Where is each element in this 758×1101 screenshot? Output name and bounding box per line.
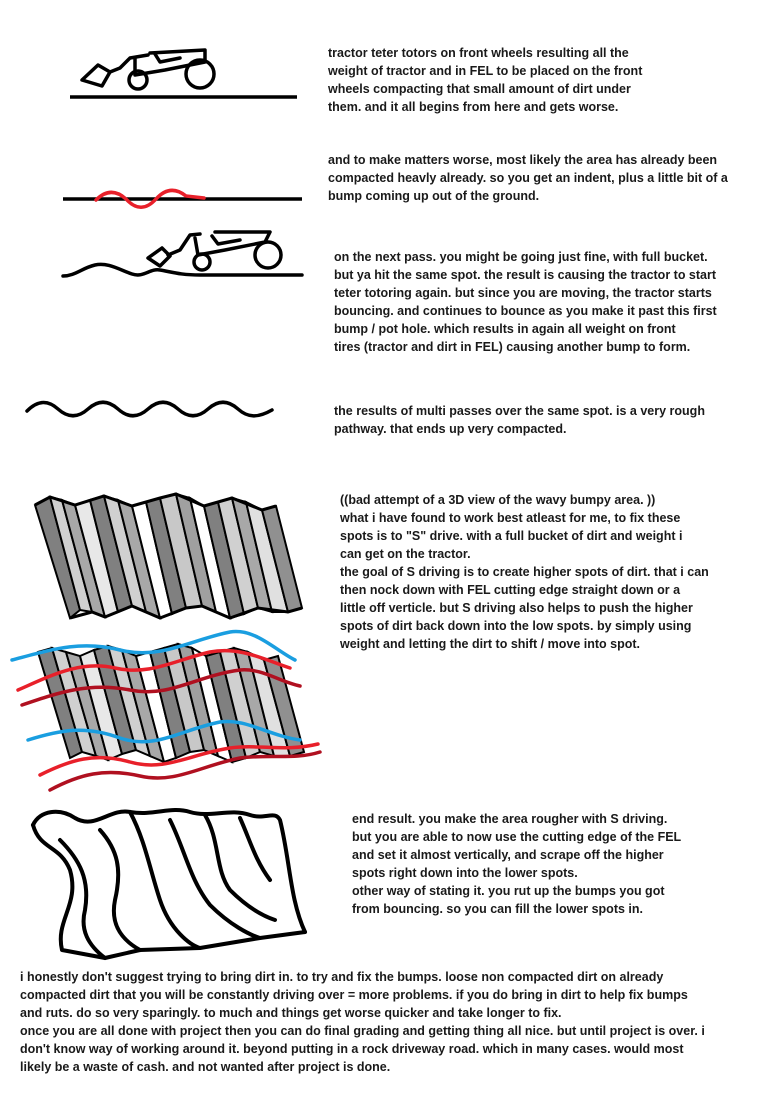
text-line: but you are able to now use the cutting edge of the FEL xyxy=(352,830,682,844)
tractor-icon xyxy=(148,232,281,270)
text-line: weight of tractor and in FEL to be placed on the front xyxy=(328,64,643,78)
text-line: compacted heavly already. so you get an indent, plus a little bit of a xyxy=(328,171,728,185)
text-line: and set it almost vertically, and scrape off the higher xyxy=(352,848,664,862)
section-5-text xyxy=(340,491,709,653)
section-4-text xyxy=(334,402,705,438)
text-line: once you are all done with project then you can do final grading and getting thing all nice. but until project is over. i xyxy=(20,1024,705,1038)
text-line: weight and letting the dirt to shift / move into spot. xyxy=(340,637,640,651)
text-line: little off verticle. but S driving also helps to push the higher xyxy=(340,601,693,615)
text-line: compacted dirt that you will be constantly driving over = more problems. if you do bring in dirt to help fix bumps xyxy=(20,988,688,1002)
text-line: can get on the tractor. xyxy=(340,547,471,561)
text-line: the results of multi passes over the same spot. is a very rough xyxy=(334,404,705,418)
text-line: likely be a waste of cash. and not wanted after project is done. xyxy=(20,1060,391,1074)
corrugated-3d-view xyxy=(35,494,302,618)
text-line: spots right down into the lower spots. xyxy=(352,866,578,880)
text-line: but ya hit the same spot. the result is causing the tractor to start xyxy=(334,268,717,282)
text-line: tractor teter totors on front wheels resulting all the xyxy=(328,46,629,60)
text-line: pathway. that ends up very compacted. xyxy=(334,422,567,436)
tractor-icon xyxy=(82,50,214,89)
text-line: ((bad attempt of a 3D view of the wavy bumpy area. )) xyxy=(340,493,656,507)
text-line: and ruts. do so very sparingly. to much and things get worse quicker and take longer to fix. xyxy=(20,1006,562,1020)
text-line: tires (tractor and dirt in FEL) causing another bump to form. xyxy=(334,340,691,354)
text-line: wheels compacting that small amount of dirt under xyxy=(328,82,631,96)
text-line: other way of stating it. you rut up the bumps you got xyxy=(352,884,665,898)
text-line: bouncing. and continues to bounce as you make it past this first xyxy=(334,304,717,318)
text-line: them. and it all begins from here and gets worse. xyxy=(328,100,619,114)
rough-pathway-line xyxy=(27,402,272,416)
text-line: the goal of S driving is to create higher spots of dirt. that i can xyxy=(340,565,709,579)
text-line: i honestly don't suggest trying to bring dirt in. to try and fix the bumps. loose non compacted dirt on already xyxy=(20,970,664,984)
section-2-text xyxy=(328,151,728,205)
section-6-text xyxy=(352,810,681,918)
section-3-text xyxy=(334,248,717,356)
end-result-surface xyxy=(33,810,305,958)
text-line: what i have found to work best atleast for me, to fix these xyxy=(340,511,681,525)
text-line: teter totoring again. but since you are moving, the tractor starts xyxy=(334,286,712,300)
section-1-text xyxy=(328,44,642,116)
text-line: bump coming up out of the ground. xyxy=(328,189,540,203)
bumpy-ground-line xyxy=(63,264,302,276)
text-line: spots is to "S" drive. with a full bucket of dirt and weight i xyxy=(340,529,683,543)
section-7-text xyxy=(20,968,705,1076)
text-line: then nock down with FEL cutting edge straight down or a xyxy=(340,583,681,597)
text-line: on the next pass. you might be going just fine, with full bucket. xyxy=(334,250,708,264)
text-line: don't know way of working around it. beyond putting in a rock driveway road. which in many cases. would most xyxy=(20,1042,684,1056)
text-line: spots of dirt back down into the low spots. by simply using xyxy=(340,619,692,633)
text-line: end result. you make the area rougher with S driving. xyxy=(352,812,668,826)
s-drive-overlay xyxy=(12,632,320,790)
text-line: and to make matters worse, most likely the area has already been xyxy=(328,153,718,167)
text-line: from bouncing. so you can fill the lower spots in. xyxy=(352,902,643,916)
text-line: bump / pot hole. which results in again all weight on front xyxy=(334,322,676,336)
